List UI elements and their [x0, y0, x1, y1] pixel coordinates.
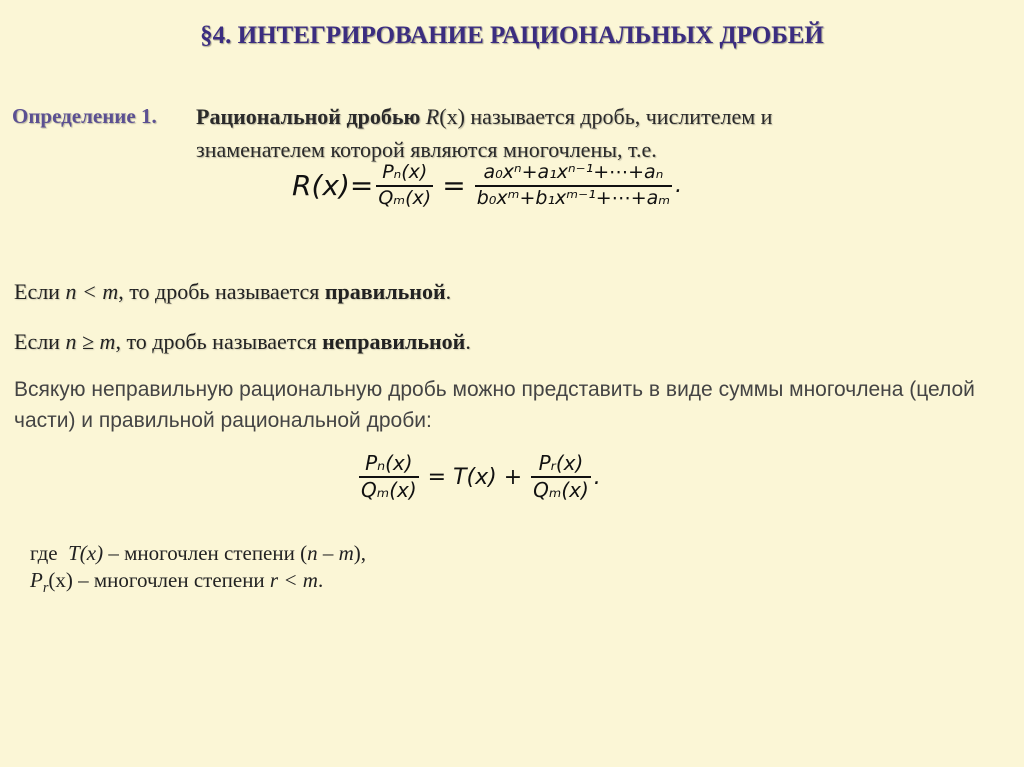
- where-P-arg: (x): [48, 568, 73, 592]
- formula1-fraction-polynomials: [475, 162, 672, 210]
- where-line1-end: ),: [353, 541, 367, 565]
- definition-label: Определение 1.: [12, 104, 157, 128]
- slide-title: §4. ИНТЕГРИРОВАНИЕ РАЦИОНАЛЬНЫХ ДРОБЕЙ: [200, 22, 824, 49]
- formula2-middle: = T(x) +: [427, 464, 523, 490]
- where-condition: r < m: [269, 568, 318, 592]
- formula2-frac1-numerator: Pₙ(x): [365, 451, 413, 475]
- where-line-1: [30, 540, 366, 567]
- where-line-2: [30, 567, 366, 602]
- where-line2-end: .: [317, 568, 324, 592]
- formula1-period: .: [675, 173, 683, 199]
- definition-rest: называется дробь, числителем и знаменателем которой являются многочлены, т.е.: [196, 104, 773, 162]
- definition-arg: (x): [439, 104, 465, 129]
- improper-condition: n ≥ m: [65, 329, 116, 354]
- formula1-equals: =: [442, 169, 466, 203]
- where-line2-text: – многочлен степени: [72, 568, 270, 592]
- definition-term: Рациональной дробью: [196, 104, 421, 129]
- proper-prefix: Если: [14, 279, 66, 304]
- formula2-frac2-denominator: Qₘ(x): [533, 478, 589, 502]
- formula1-frac2-denominator: b₀xᵐ+b₁xᵐ⁻¹+⋯+aₘ: [476, 186, 671, 209]
- where-P-sub: r: [42, 580, 49, 597]
- where-line1-text: – многочлен степени (: [103, 541, 308, 565]
- formula1-frac2-numerator: a₀xⁿ+a₁xⁿ⁻¹+⋯+aₙ: [483, 161, 664, 183]
- improper-middle: , то дробь называется: [115, 329, 323, 354]
- improper-prefix: Если: [14, 329, 66, 354]
- where-T: T(x): [68, 541, 104, 565]
- decomposition-paragraph: Всякую неправильную рациональную дробь можно представить в виде суммы многочлена (целой части) и правильной рациональной дроби:: [14, 378, 975, 432]
- formula1-frac1-denominator: Qₘ(x): [378, 186, 432, 209]
- formula2-period: .: [593, 464, 601, 490]
- where-degree: n – m: [307, 541, 354, 565]
- proper-word: правильной: [324, 279, 446, 304]
- improper-end: .: [465, 329, 471, 354]
- formula2-fraction-right: [531, 452, 591, 502]
- formula2-fraction-left: [359, 452, 419, 502]
- definition-text: [196, 100, 896, 166]
- where-P: P: [30, 568, 43, 592]
- rational-fraction-formula: [292, 162, 682, 210]
- definition-symbol: R: [425, 104, 440, 129]
- formula2-frac1-denominator: Qₘ(x): [361, 478, 417, 502]
- formula1-lhs: R(x)=: [292, 169, 374, 203]
- improper-fraction-statement: [14, 329, 471, 355]
- decomposition-formula: [356, 452, 601, 502]
- where-prefix: где: [30, 541, 69, 565]
- proper-condition: n < m: [65, 279, 119, 304]
- formula2-frac2-numerator: Pᵣ(x): [538, 451, 584, 475]
- improper-word: неправильной: [322, 329, 466, 354]
- formula1-frac1-numerator: Pₙ(x): [382, 161, 428, 183]
- proper-fraction-statement: [14, 279, 451, 305]
- formula1-fraction-pq: [376, 162, 433, 210]
- proper-end: .: [445, 279, 452, 304]
- proper-middle: , то дробь называется: [118, 279, 325, 304]
- where-block: [30, 540, 366, 602]
